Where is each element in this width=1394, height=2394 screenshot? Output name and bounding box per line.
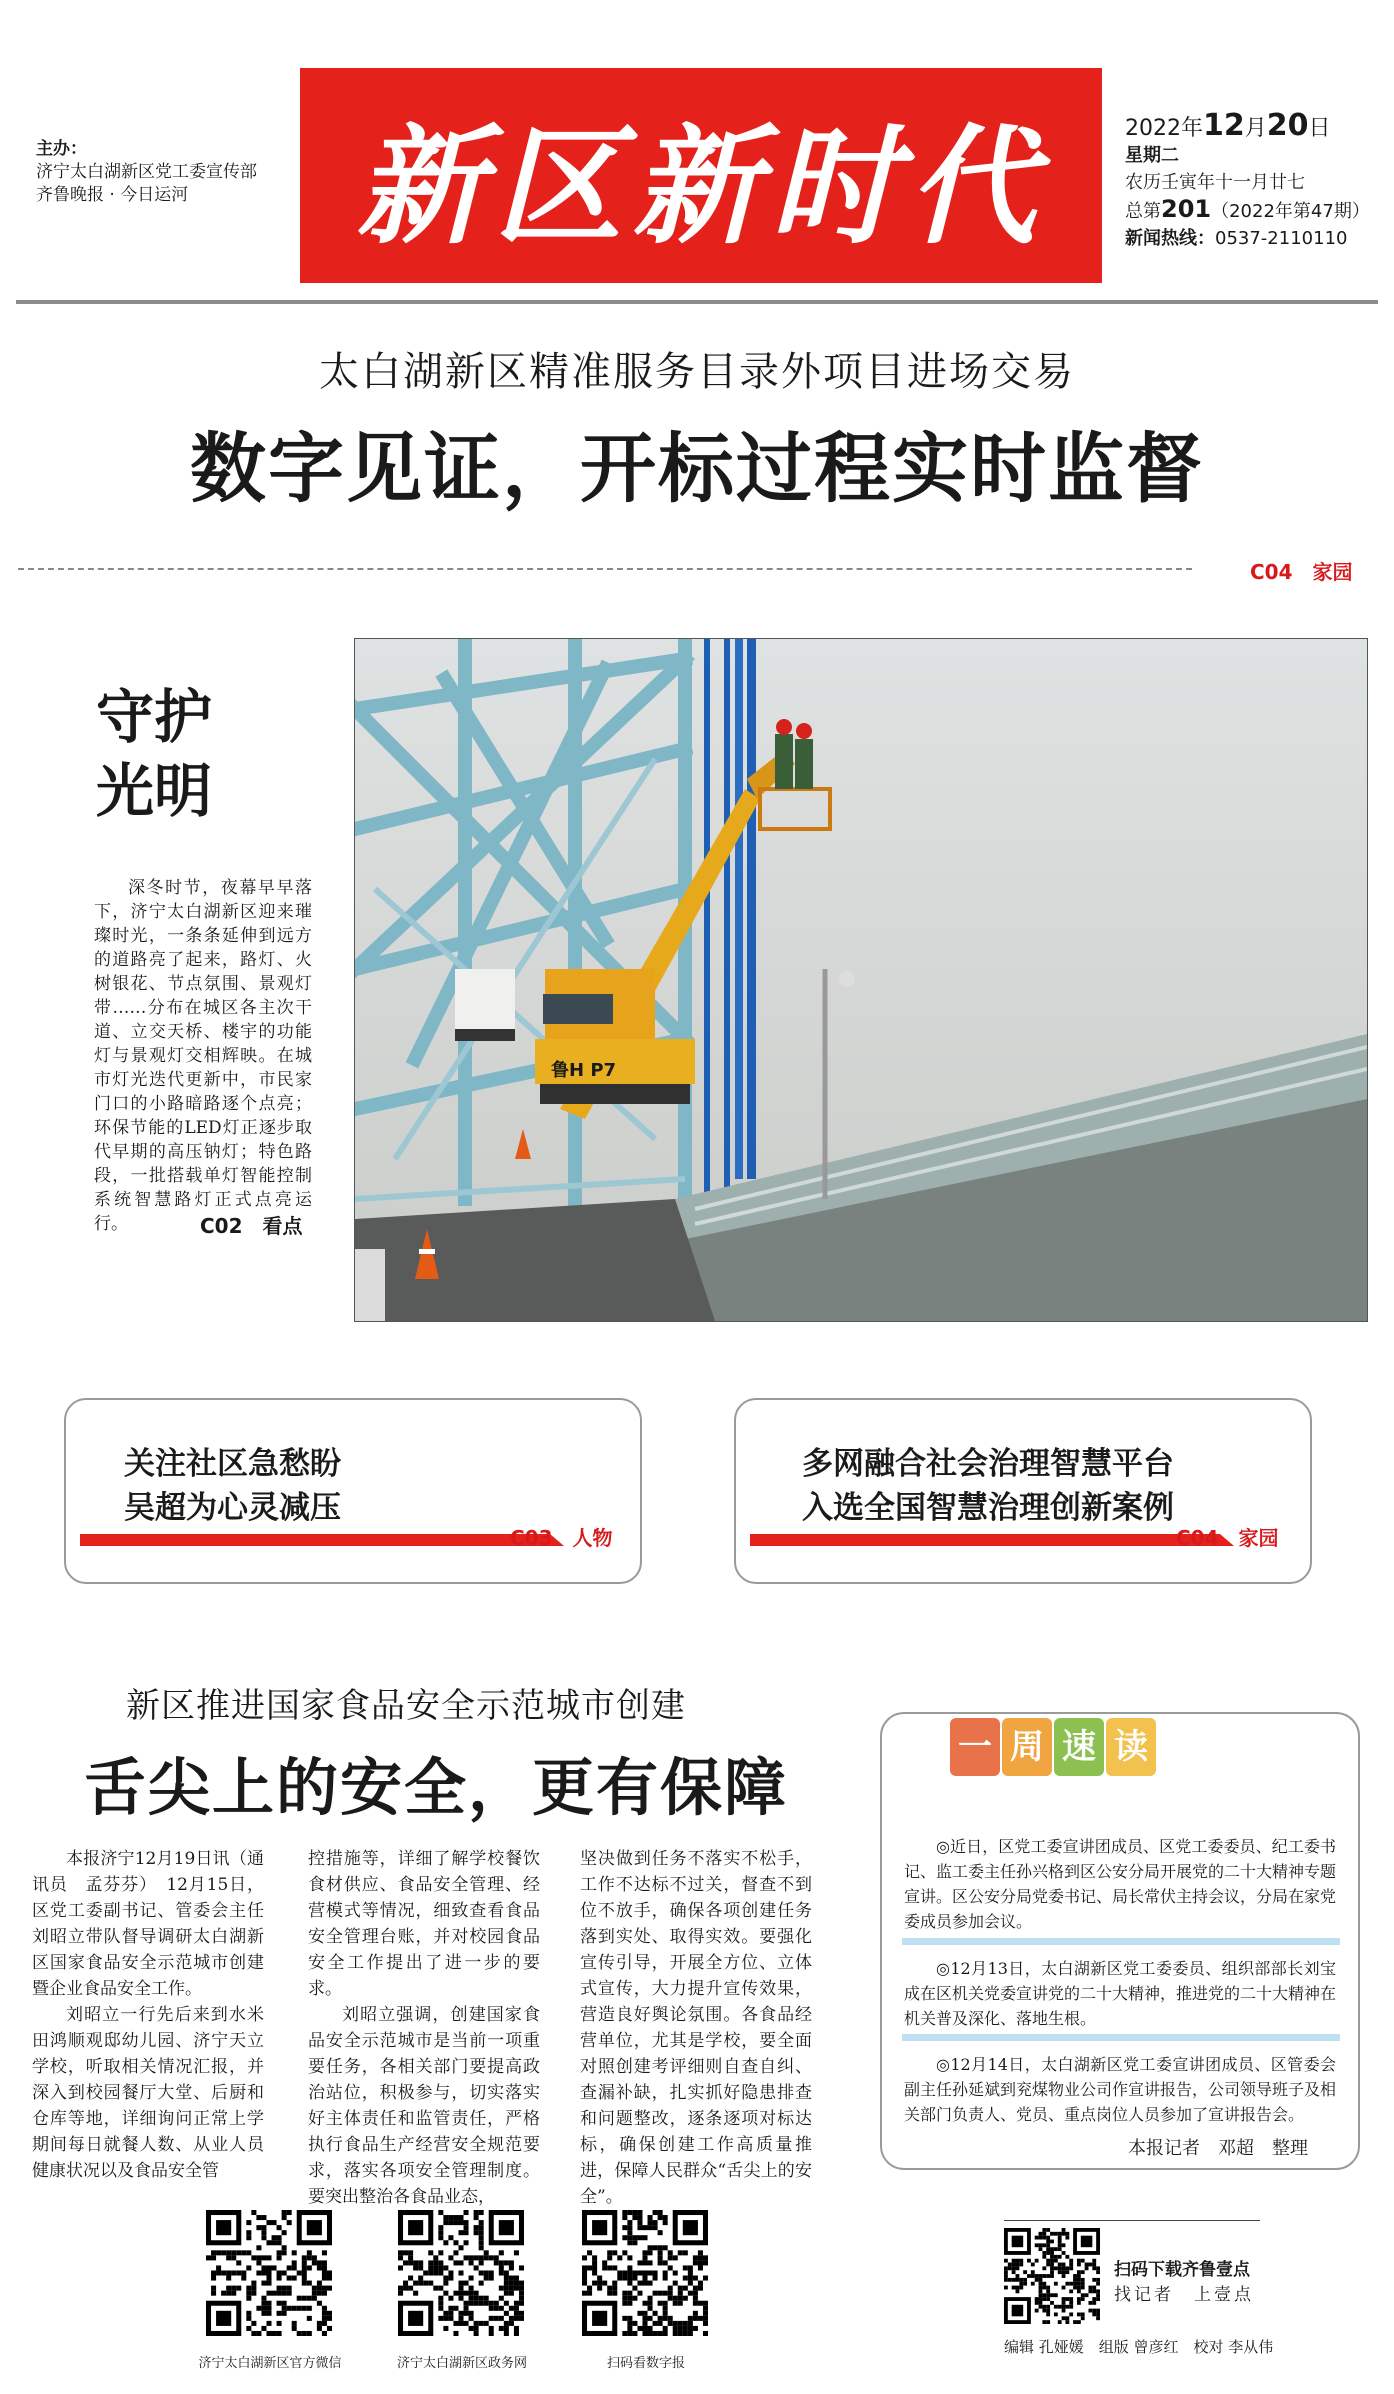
qr-caption-wechat: 济宁太白湖新区官方微信 [198,2356,342,2371]
date-year: 2022年 [1125,116,1203,141]
badge-char-1: 一 [950,1718,1000,1776]
photo-story-page-ref[interactable]: C02 看点 [200,1214,303,1238]
photo-story-body: 深冬时节，夜幕早早落下，济宁太白湖新区迎来璀璨时光，一条条延伸到远方的道路亮了起来，路灯、火树银花、节点氛围、景观灯带……分布在城区各主次干道、立交天桥、楼宇的功能灯与景观灯交相辉映。在城市灯光迭代更新中，市民家门口的小路暗路逐个点亮；环保节能的LED灯正逐步取代早期的高压钠灯；特色路段，一批搭载单灯智能控制系统智慧路灯正式点亮运行。 [94,878,312,1234]
food-story-paragraph: 刘昭立一行先后来到水米田鸿顺观邸幼儿园、济宁天立学校，听取相关情况汇报，并深入到校园餐厅大堂、后厨和仓库等地，详细询问正常上学期间每日就餐人数、从业人员健康状况以及食品安全管 [32,2005,264,2181]
hotline [1125,225,1375,252]
digest-credit: 本报记者 邓超 整理 [1128,2138,1308,2159]
qr-code-icon [1004,2228,1100,2324]
app-download-line-1: 扫码下载齐鲁壹点 [1114,2260,1250,2280]
teaser-box-home-line-1: 多网融合社会治理智慧平台 [802,1446,1174,1482]
lead-page-ref[interactable]: C04 家园 [1250,560,1353,584]
app-download-text [1114,2258,1254,2308]
app-download-line-2: 找记者 上壹点 [1114,2285,1254,2305]
lead-headline[interactable]: 数字见证，开标过程实时监督 [190,424,1204,513]
app-divider [1004,2220,1260,2221]
masthead-divider [16,300,1378,304]
photo-story-title-line-2: 光明 [96,757,213,825]
date-day-unit: 日 [1308,116,1331,141]
food-story-kicker: 新区推进国家食品安全示范城市创建 [126,1686,686,1726]
issue-lunar-date: 农历壬寅年十一月廿七 [1125,172,1305,193]
truck-plate: 鲁H P7 [551,1060,617,1081]
issue-prefix: 总第 [1125,201,1161,222]
issue-weekday: 星期二 [1125,145,1179,166]
food-story-paragraph: 坚决做到任务不落实不松手，工作不达标不过关，督查不到位不放手，确保各项创建任务落到实处、取得实效。要强化宣传引导，开展全方位、立体式宣传，大力提升宣传效果，营造良好舆论氛围。各食品经营单位，尤其是学校，要全面对照创建考评细则自查自纠、查漏补缺，扎实抓好隐患排查和问题整改，逐条逐项对标达标，确保创建工作高质量推进，保障人民群众“舌尖上的安全”。 [580,1849,812,2207]
food-story-column-1 [32,1846,264,2184]
badge-char-3: 速 [1054,1718,1104,1776]
digest-item: ◎12月13日，太白湖新区党工委委员、组织部部长刘宝成在区机关党委宣讲党的二十大精神，推进党的二十大精神在机关普及深化、落地生根。 [904,1959,1337,2028]
digest-separator [902,2034,1340,2041]
digest-item: ◎12月14日，太白湖新区党工委宣讲团成员、区管委会副主任孙延斌到兖煤物业公司作宣讲报告，公司领导班子及相关部门负责人、党员、重点岗位人员参加了宣讲报告会。 [904,2055,1337,2124]
issue-suffix: （2022年第47期） [1211,201,1370,222]
date-day: 20 [1266,108,1309,143]
digest-separator [902,1938,1340,1945]
sponsor-line-1: 济宁太白湖新区党工委宣传部 [36,162,257,182]
digest-item: ◎近日，区党工委宣讲团成员、区党工委委员、纪工委书记、监工委主任孙兴格到区公安分局开展党的二十大精神专题宣讲。区公安分局党委书记、局长常伏主持会议，分局在家党委成员参加会议。 [904,1837,1337,1931]
qr-code-app-download[interactable] [1004,2228,1100,2328]
food-story-paragraph: 刘昭立强调，创建国家食品安全示范城市是当前一项重要任务，各相关部门要提高政治站位，积极参与，切实落实好主体责任和监管责任，严格执行食品生产经营安全规范要求，落实各项安全管理制度。要突出整治各食品业态， [308,2005,540,2207]
issue-date [1125,108,1375,143]
food-story-headline[interactable]: 舌尖上的安全，更有保障 [84,1751,789,1824]
bridge-maintenance-photo[interactable] [354,638,1368,1322]
teaser-box-people[interactable] [64,1398,642,1584]
photo-story-title-line-1: 守护 [96,683,213,751]
weekly-digest-badge [950,1718,1156,1780]
qr-code-wechat[interactable] [206,2210,332,2340]
masthead-banner [300,68,1102,283]
masthead-title: 新区新时代 [355,111,1046,262]
issue-number-line [1125,196,1375,225]
teaser-box-people-title [124,1442,341,1530]
date-month-unit: 月 [1244,116,1267,141]
date-month: 12 [1203,108,1245,143]
badge-char-2: 周 [1002,1718,1052,1776]
qr-code-icon [206,2210,332,2336]
teaser-box-home-line-2: 入选全国智慧治理创新案例 [802,1490,1174,1526]
teaser-box-people-ref: C03 人物 [510,1526,613,1550]
lead-kicker: 太白湖新区精准服务目录外项目进场交易 [319,349,1075,395]
teaser-box-home-title [802,1442,1174,1530]
issue-info [1125,108,1375,252]
qr-code-digital-paper[interactable] [582,2210,708,2340]
qr-code-icon [398,2210,524,2336]
hotline-number: 0537-2110110 [1215,228,1348,249]
food-story-paragraph: 控措施等，详细了解学校餐饮食材供应、食品安全管理、经营模式等情况，细致查看食品安全管理台账，并对校园食品安全工作提出了进一步的要求。 [308,1849,540,1999]
qr-code-government-site[interactable] [398,2210,524,2340]
teaser-box-people-bar [80,1534,550,1546]
teaser-box-home-bar [750,1534,1220,1546]
issue-number: 201 [1161,195,1212,223]
qr-code-icon [582,2210,708,2336]
teaser-box-people-line-2: 吴超为心灵减压 [124,1490,341,1526]
sponsor-label: 主办： [36,139,87,159]
editor-credits: 编辑 孔娅媛 组版 曾彦红 校对 李从伟 [1004,2338,1274,2356]
teaser-box-home[interactable] [734,1398,1312,1584]
sponsor-line-2: 齐鲁晚报 · 今日运河 [36,185,189,205]
food-story-column-2 [308,1846,540,2210]
bridge-photo-illustration [355,639,1367,1321]
food-story-paragraph: 本报济宁12月19日讯（通讯员 孟芬芬） 12月15日，区党工委副书记、管委会主任刘昭立带队督导调研太白湖新区国家食品安全示范城市创建暨企业食品安全工作。 [32,1849,264,1999]
hotline-label: 新闻热线： [1125,228,1215,249]
qr-caption-government-site: 济宁太白湖新区政务网 [396,2356,527,2371]
qr-caption-digital-paper: 扫码看数字报 [606,2356,685,2371]
sponsor-block [36,138,296,207]
food-story-column-3 [580,1846,812,2210]
dashed-divider [18,568,1192,570]
teaser-box-people-line-1: 关注社区急愁盼 [124,1446,341,1482]
photo-story-title[interactable] [96,680,296,828]
badge-char-4: 读 [1106,1718,1156,1776]
teaser-box-home-ref: C04 家园 [1176,1526,1279,1550]
